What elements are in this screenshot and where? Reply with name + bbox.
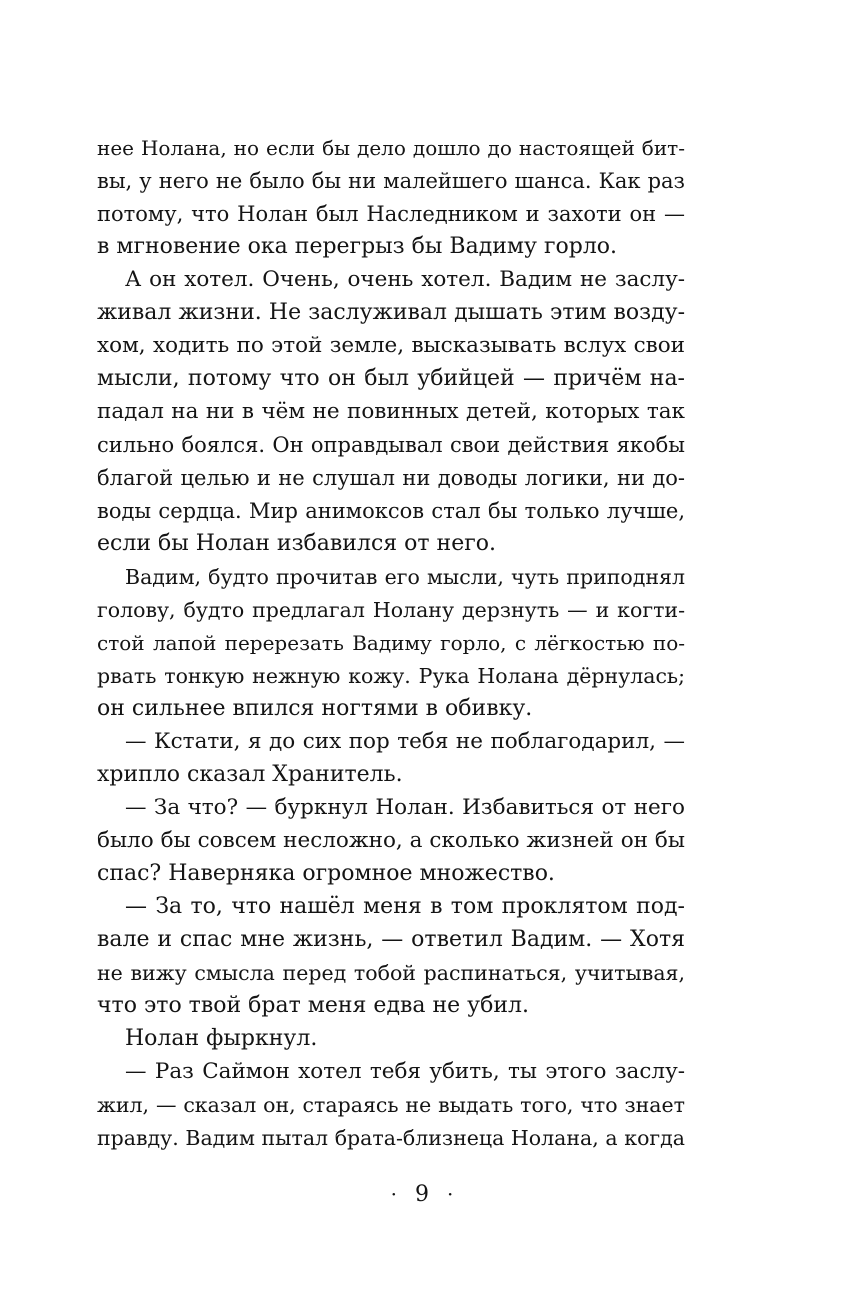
paragraph-first-line: Вадим, будто прочитав его мысли, чуть приподнял <box>125 565 685 589</box>
text-line: спас? Наверняка огромное множество. <box>97 861 555 886</box>
text-line: если бы Нолан избавился от него. <box>97 531 496 556</box>
text-line: вы, у него не было бы ни малейшего шанса. Как раз <box>97 169 685 193</box>
text-line: не вижу смысла перед тобой распинаться, учитывая, <box>97 961 685 985</box>
text-line: живал жизни. Не заслуживал дышать этим возду- <box>97 300 685 325</box>
text-line: падал на ни в чём не повинных детей, которых так <box>97 399 685 424</box>
text-line: сильно боялся. Он оправдывал свои действия якобы <box>97 433 685 457</box>
text-line: воды сердца. Мир анимоксов стал бы только лучше, <box>97 499 685 523</box>
page-number-value: 9 <box>415 1182 429 1207</box>
paragraph-first-line: — За что? — буркнул Нолан. Избавиться от него <box>125 795 685 820</box>
text-line: хрипло сказал Хранитель. <box>97 762 403 787</box>
paragraph-first-line: — Кстати, я до сих пор тебя не поблагодарил, — <box>125 729 685 754</box>
page-number <box>0 1177 844 1211</box>
text-line: благой целью и не слушал ни доводы логики, ни до- <box>97 466 685 490</box>
folio-right-mark: · <box>447 1182 454 1206</box>
text-line: стой лапой перерезать Вадиму горло, с лёгкостью по- <box>97 631 685 655</box>
text-line: было бы совсем несложно, а сколько жизней он бы <box>97 828 685 853</box>
folio-left-mark: · <box>390 1182 397 1206</box>
paragraph-first-line: А он хотел. Очень, очень хотел. Вадим не заслу- <box>125 267 685 292</box>
text-line: вале и спас мне жизнь, — ответил Вадим. — Хотя <box>97 927 685 952</box>
text-line: что это твой брат меня едва не убил. <box>97 993 529 1018</box>
text-line: рвать тонкую нежную кожу. Рука Нолана дёрнулась; <box>97 664 685 688</box>
paragraph-first-line: — Раз Саймон хотел тебя убить, ты этого заслу- <box>125 1059 685 1084</box>
text-line: нее Нолана, но если бы дело дошло до настоящей бит- <box>97 136 685 160</box>
text-line: голову, будто предлагал Нолану дерзнуть — и когти- <box>97 598 685 622</box>
paragraph-first-line: Нолан фыркнул. <box>125 1026 318 1051</box>
text-line: хом, ходить по этой земле, высказывать вслух свои <box>97 333 685 358</box>
paragraph-first-line: — За то, что нашёл меня в том проклятом под- <box>125 894 685 919</box>
text-line: жил, — сказал он, стараясь не выдать того, что знает <box>97 1093 685 1117</box>
text-line: в мгновение ока перегрыз бы Вадиму горло. <box>97 234 618 259</box>
text-line: правду. Вадим пытал брата-близнеца Нолана, а когда <box>97 1126 685 1150</box>
text-line: мысли, потому что он был убийцей — причём на- <box>97 366 685 391</box>
text-line: он сильнее впился ногтями в обивку. <box>97 696 533 721</box>
text-line: потому, что Нолан был Наследником и захоти он — <box>97 202 685 226</box>
